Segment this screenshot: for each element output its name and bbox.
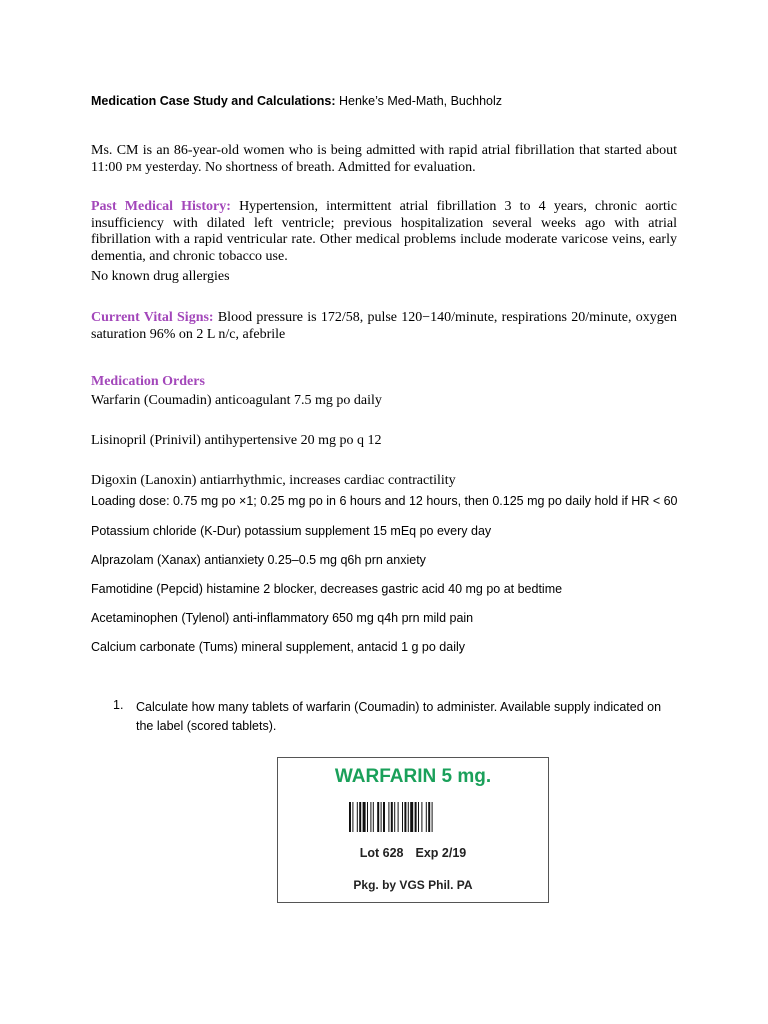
drug-label-lot: Lot 628 — [359, 846, 404, 860]
intro-pm: PM — [125, 161, 142, 174]
warfarin-drug-label — [277, 757, 549, 903]
order-alprazolam: Alprazolam (Xanax) antianxiety 0.25–0.5 mg q6h prn anxiety — [91, 553, 426, 567]
document-title — [91, 94, 502, 108]
order-lisinopril: Lisinopril (Prinivil) antihypertensive 20 mg po q 12 — [91, 433, 382, 448]
medication-orders-heading: Medication Orders — [91, 374, 205, 389]
title-source: Henke’s Med-Math, Buchholz — [335, 94, 503, 108]
order-digoxin-loading: Loading dose: 0.75 mg po ×1; 0.25 mg po in 6 hours and 12 hours, then 0.125 mg po daily hold if HR < 60 — [91, 494, 678, 508]
title-bold: Medication Case Study and Calculations: — [91, 94, 336, 108]
vitals-text: Blood pressure is 172/58, pulse 120−140/minute, respirations 20/minute, oxygen saturation 96% on 2 L n/c, afebrile — [91, 310, 677, 342]
order-famotidine: Famotidine (Pepcid) histamine 2 blocker, decreases gastric acid 40 mg po at bedtime — [91, 582, 563, 596]
question-number: 1. — [113, 698, 124, 712]
order-acetaminophen: Acetaminophen (Tylenol) anti-inflammatory 650 mg q4h prn mild pain — [91, 611, 474, 625]
history-heading: Past Medical History: — [91, 199, 231, 214]
history-text: Hypertension, intermittent atrial fibrillation 3 to 4 years, chronic aortic insufficiency with dilated left ventricle; previous hospitalization several weeks ago with atrial fibrillation with a rapid ventricular rate. Other medical problems include moderate varicose veins, early dementia, and chronic tobacco use. — [91, 199, 677, 264]
intro-text-end: yesterday. No shortness of breath. Admitted for evaluation. — [141, 159, 476, 175]
barcode-icon — [349, 802, 479, 832]
order-calcium: Calcium carbonate (Tums) mineral supplement, antacid 1 g po daily — [91, 640, 466, 654]
drug-label-packager: Pkg. by VGS Phil. PA — [353, 878, 473, 892]
current-vital-signs — [91, 310, 677, 343]
order-warfarin: Warfarin (Coumadin) anticoagulant 7.5 mg po daily — [91, 393, 382, 408]
question-text: Calculate how many tablets of warfarin (Coumadin) to administer. Available supply indicated on the label (scored tablets). — [136, 700, 662, 733]
drug-label-lot-exp — [278, 846, 548, 860]
drug-label-exp: Exp 2/19 — [415, 846, 467, 860]
intro-text-start: Ms. CM is an 86-year-old women who is being admitted with rapid atrial fibrillation that started about 11:00 — [91, 143, 677, 175]
vitals-heading: Current Vital Signs: — [91, 310, 214, 325]
order-potassium: Potassium chloride (K-Dur) potassium supplement 15 mEq po every day — [91, 524, 492, 538]
patient-intro — [91, 143, 677, 176]
order-digoxin: Digoxin (Lanoxin) antiarrhythmic, increases cardiac contractility — [91, 473, 456, 488]
allergies: No known drug allergies — [91, 269, 230, 284]
past-medical-history — [91, 199, 677, 265]
drug-label-name: WARFARIN 5 mg. — [334, 766, 492, 787]
